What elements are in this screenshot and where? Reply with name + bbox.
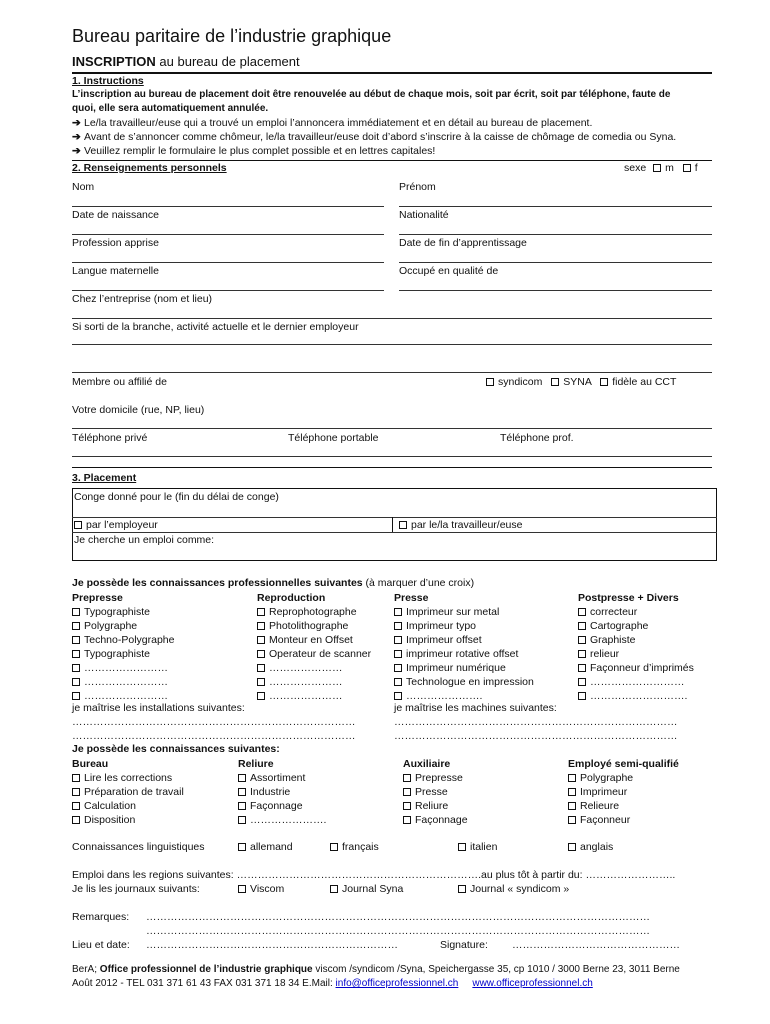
date-naissance-label: Date de naissance [72, 209, 159, 221]
installations-dots[interactable]: ……………………………………………………………………… [72, 730, 356, 742]
skill-option[interactable]: Calculation [72, 799, 184, 813]
checkbox[interactable] [403, 788, 411, 796]
skill-option[interactable]: …………………… [72, 689, 174, 703]
skill-option[interactable]: Lire les corrections [72, 771, 184, 785]
skill-option[interactable]: Typographiste [72, 647, 174, 661]
skill-option[interactable]: Presse [403, 785, 468, 799]
checkbox[interactable] [72, 664, 80, 672]
tel-prof-label: Téléphone prof. [500, 432, 574, 444]
instructions-bold-text: L’inscription au bureau de placement doit être renouvelée au début de chaque mois, soit par écrit, soit par téléphone, faute de [72, 89, 671, 100]
skill-option[interactable]: Polygraphe [568, 771, 679, 785]
skill-option[interactable]: Imprimeur typo [394, 619, 534, 633]
checkbox[interactable] [568, 788, 576, 796]
divider [72, 160, 712, 161]
checkbox[interactable] [394, 650, 402, 658]
skill-option[interactable]: …………………… [72, 675, 174, 689]
website-link[interactable]: www.officeprofessionnel.ch [472, 978, 593, 989]
sorti-input-2[interactable] [72, 372, 712, 373]
checkbox[interactable] [257, 608, 265, 616]
checkbox[interactable] [578, 678, 586, 686]
machines-dots[interactable]: ……………………………………………………………………… [394, 716, 678, 728]
skill-option[interactable]: …………………. [238, 813, 326, 827]
journaux-label: Je lis les journaux suivants: [72, 883, 200, 895]
machines-dots[interactable]: ……………………………………………………………………… [394, 730, 678, 742]
skills-column-reproduction [257, 591, 371, 703]
prenom-input[interactable] [399, 206, 712, 207]
divider [72, 467, 712, 468]
lieu-date-input[interactable]: ……………………………………………………………… [146, 939, 398, 951]
checkbox[interactable] [72, 678, 80, 686]
footer-address: BerA; Office professionnel de l’industrie graphique viscom /syndicom /Syna, Speichergasse 35, cp 1010 / 3000 Berne 23, 3011 Berne [72, 964, 680, 975]
section-placement-heading: 3. Placement [72, 472, 137, 484]
checkbox[interactable] [257, 692, 265, 700]
section-personal-heading: 2. Renseignements personnels [72, 162, 227, 174]
entreprise-input[interactable] [72, 318, 712, 319]
langue-input[interactable] [72, 290, 384, 291]
section-instructions-heading: 1. Instructions [72, 75, 144, 87]
checkbox[interactable] [394, 678, 402, 686]
checkbox[interactable] [578, 692, 586, 700]
skill-option[interactable]: Imprimeur offset [394, 633, 534, 647]
checkbox[interactable] [394, 622, 402, 630]
checkbox[interactable] [403, 816, 411, 824]
checkbox[interactable] [568, 774, 576, 782]
domicile-input[interactable] [72, 428, 712, 429]
occupe-label: Occupé en qualité de [399, 265, 499, 277]
syna-checkbox[interactable] [551, 378, 559, 386]
email-link[interactable]: info@officeprofessionnel.ch [335, 978, 459, 989]
skill-option[interactable]: Techno-Polygraphe [72, 633, 174, 647]
skills-intro: Je possède les connaissances professionnelles suivantes (à marquer d’une croix) [72, 577, 475, 589]
checkbox[interactable] [578, 650, 586, 658]
instruction-item: ➔ Le/la travailleur/euse qui a trouvé un emploi l’annoncera immédiatement et en détail au bureau de placement. [72, 117, 593, 129]
membre-options: syndicom SYNA fidèle au CCT [486, 376, 676, 388]
checkbox[interactable] [72, 802, 80, 810]
langue-option[interactable]: allemand [238, 841, 293, 853]
checkbox[interactable] [578, 622, 586, 630]
telephone-input[interactable] [72, 456, 712, 457]
checkbox[interactable] [257, 650, 265, 658]
checkbox[interactable] [394, 636, 402, 644]
profession-label: Profession apprise [72, 237, 159, 249]
skill-option[interactable]: …………………… [72, 661, 174, 675]
sexe-m-checkbox[interactable] [653, 164, 661, 172]
checkbox[interactable] [330, 885, 338, 893]
column-title: Auxiliaire [403, 758, 451, 770]
conge-label: Conge donné pour le (fin du délai de conge) [74, 491, 279, 503]
skill-option[interactable]: Operateur de scanner [257, 647, 371, 661]
checkbox[interactable] [394, 692, 402, 700]
nom-input[interactable] [72, 206, 384, 207]
footer-contact: Août 2012 - TEL 031 371 61 43 FAX 031 371 18 34 E.Mail: info@officeprofessionnel.ch www.officeprofessionnel.ch [72, 978, 593, 989]
skills-column-postpresse [578, 591, 694, 703]
installations-dots[interactable]: ……………………………………………………………………… [72, 716, 356, 728]
sexe-field: sexe m f [624, 162, 698, 174]
checkbox[interactable] [568, 843, 576, 851]
par-travailleur-checkbox[interactable] [399, 521, 407, 529]
skill-option[interactable]: Imprimeur [568, 785, 679, 799]
date-naissance-input[interactable] [72, 234, 384, 235]
checkbox[interactable] [72, 774, 80, 782]
page-title: Bureau paritaire de l’industrie graphique [72, 26, 392, 46]
remarques-input-2[interactable]: ……………………………………………………………………………………………………………………………… [146, 925, 650, 937]
par-employeur-option: par l’employeur [74, 519, 158, 531]
instruction-item: ➔ Veuillez remplir le formulaire le plus complet possible et en lettres capitales! [72, 145, 436, 157]
skill-option[interactable]: Prepresse [403, 771, 468, 785]
column-title: Reproduction [257, 592, 326, 604]
skill-option[interactable]: Reliure [403, 799, 468, 813]
skill-option[interactable]: Assortiment [238, 771, 326, 785]
skill-option[interactable]: Typographiste [72, 605, 174, 619]
signature-label: Signature: [440, 939, 488, 951]
column-title: Reliure [238, 758, 274, 770]
checkbox[interactable] [458, 843, 466, 851]
prenom-label: Prénom [399, 181, 436, 193]
skill-option[interactable]: correcteur [578, 605, 694, 619]
skills-column-bureau [72, 757, 184, 827]
checkbox[interactable] [72, 608, 80, 616]
checkbox[interactable] [403, 774, 411, 782]
fidele-cct-checkbox[interactable] [600, 378, 608, 386]
checkbox[interactable] [238, 816, 246, 824]
checkbox[interactable] [394, 608, 402, 616]
skills-column-prepresse [72, 591, 174, 703]
arrow-right-icon: ➔ [72, 145, 81, 157]
conge-input[interactable] [72, 517, 717, 518]
skill-option[interactable]: Façonnage [238, 799, 326, 813]
sexe-f-checkbox[interactable] [683, 164, 691, 172]
langue-option[interactable]: anglais [568, 841, 613, 853]
machines-label: je maîtrise les machines suivantes: [394, 702, 557, 714]
skill-option[interactable]: ………………… [257, 661, 371, 675]
profession-input[interactable] [72, 262, 384, 263]
checkbox[interactable] [72, 650, 80, 658]
checkbox[interactable] [458, 885, 466, 893]
skill-option[interactable]: ………………………. [578, 689, 694, 703]
column-title: Prepresse [72, 592, 123, 604]
checkbox[interactable] [257, 678, 265, 686]
checkbox[interactable] [238, 802, 246, 810]
domicile-label: Votre domicile (rue, NP, lieu) [72, 404, 205, 416]
checkbox[interactable] [72, 636, 80, 644]
divider [392, 517, 393, 532]
skill-option[interactable]: …………………. [394, 689, 534, 703]
journal-option[interactable]: Journal « syndicom » [458, 883, 569, 895]
skill-option[interactable]: Monteur en Offset [257, 633, 371, 647]
checkbox[interactable] [257, 636, 265, 644]
arrow-right-icon: ➔ [72, 131, 81, 143]
divider [72, 72, 712, 74]
installations-label: je maîtrise les installations suivantes: [72, 702, 245, 714]
skill-option[interactable]: Façonneur [568, 813, 679, 827]
remarques-label: Remarques: [72, 911, 130, 923]
page-subtitle: INSCRIPTION au bureau de placement [72, 54, 300, 69]
skill-option[interactable]: Cartographe [578, 619, 694, 633]
skills-column-semi-qualifie [568, 757, 679, 827]
checkbox[interactable] [257, 622, 265, 630]
journal-option[interactable]: Viscom [238, 883, 284, 895]
par-employeur-checkbox[interactable] [74, 521, 82, 529]
checkbox[interactable] [568, 802, 576, 810]
checkbox[interactable] [72, 816, 80, 824]
par-travailleur-option: par le/la travailleur/euse [399, 519, 522, 531]
skill-option[interactable]: Imprimeur sur metal [394, 605, 534, 619]
checkbox[interactable] [568, 816, 576, 824]
skill-option[interactable]: imprimeur rotative offset [394, 647, 534, 661]
instructions-bold-text-2: quoi, elle sera automatiquement annulée. [72, 103, 269, 114]
skills-column-presse [394, 591, 534, 703]
skill-option[interactable]: Photolithographe [257, 619, 371, 633]
skill-option[interactable]: Imprimeur numérique [394, 661, 534, 675]
skill-option[interactable]: Façonnage [403, 813, 468, 827]
membre-label: Membre ou affilié de [72, 376, 167, 388]
skill-option[interactable]: Préparation de travail [72, 785, 184, 799]
divider [72, 532, 717, 533]
skill-option[interactable]: Relieure [568, 799, 679, 813]
signature-input[interactable]: ………………………………………… [512, 939, 680, 951]
checkbox[interactable] [72, 692, 80, 700]
skill-option[interactable]: Polygraphe [72, 619, 174, 633]
langue-label: Langue maternelle [72, 265, 159, 277]
checkbox[interactable] [72, 622, 80, 630]
tel-portable-label: Téléphone portable [288, 432, 379, 444]
checkbox[interactable] [257, 664, 265, 672]
arrow-right-icon: ➔ [72, 117, 81, 129]
fin-apprentissage-label: Date de fin d’apprentissage [399, 237, 527, 249]
skill-option[interactable]: ……………………… [578, 675, 694, 689]
syndicom-checkbox[interactable] [486, 378, 494, 386]
journal-option[interactable]: Journal Syna [330, 883, 403, 895]
column-title: Employé semi-qualifié [568, 758, 679, 770]
skills-column-reliure [238, 757, 326, 827]
skill-option[interactable]: Reprophotographe [257, 605, 371, 619]
langue-option[interactable]: italien [458, 841, 497, 853]
checkbox[interactable] [238, 885, 246, 893]
langue-option[interactable]: français [330, 841, 379, 853]
checkbox[interactable] [578, 636, 586, 644]
fin-apprentissage-input[interactable] [399, 262, 712, 263]
skill-option[interactable]: relieur [578, 647, 694, 661]
skill-option[interactable]: Façonneur d’imprimés [578, 661, 694, 675]
lieu-date-label: Lieu et date: [72, 939, 130, 951]
checkbox[interactable] [403, 802, 411, 810]
checkbox[interactable] [578, 608, 586, 616]
occupe-input[interactable] [399, 290, 712, 291]
skills-column-auxiliaire [403, 757, 468, 827]
instruction-item: ➔ Avant de s’annoncer comme chômeur, le/la travailleur/euse doit d’abord s’inscrire à la caisse de chômage de comedia ou Syna. [72, 131, 677, 143]
cherche-label: Je cherche un emploi comme: [74, 534, 215, 546]
nationalite-label: Nationalité [399, 209, 449, 221]
checkbox[interactable] [578, 664, 586, 672]
checkbox[interactable] [238, 788, 246, 796]
column-title: Postpresse + Divers [578, 592, 679, 604]
checkbox[interactable] [72, 788, 80, 796]
checkbox[interactable] [394, 664, 402, 672]
skill-option[interactable]: ………………… [257, 675, 371, 689]
skills-intro-2: Je possède les connaissances suivantes: [72, 743, 280, 755]
entreprise-label: Chez l’entreprise (nom et lieu) [72, 293, 213, 305]
skill-option[interactable]: ………………… [257, 689, 371, 703]
remarques-input[interactable]: ……………………………………………………………………………………………………………………………… [146, 911, 650, 923]
sorti-input[interactable] [72, 344, 712, 345]
skill-option[interactable]: Disposition [72, 813, 184, 827]
checkbox[interactable] [238, 843, 246, 851]
regions-field[interactable]: Emploi dans les regions suivantes: …………………………………………………………….au plus tôt à partir du: …………………….. [72, 869, 676, 881]
nom-label: Nom [72, 181, 95, 193]
tel-prive-label: Téléphone privé [72, 432, 148, 444]
nationalite-input[interactable] [399, 234, 712, 235]
checkbox[interactable] [330, 843, 338, 851]
column-title: Bureau [72, 758, 109, 770]
column-title: Presse [394, 592, 429, 604]
skill-option[interactable]: Technologue en impression [394, 675, 534, 689]
sorti-label: Si sorti de la branche, activité actuelle et le dernier employeur [72, 321, 359, 333]
langues-label: Connaissances linguistiques [72, 841, 205, 853]
skill-option[interactable]: Industrie [238, 785, 326, 799]
skill-option[interactable]: Graphiste [578, 633, 694, 647]
checkbox[interactable] [238, 774, 246, 782]
